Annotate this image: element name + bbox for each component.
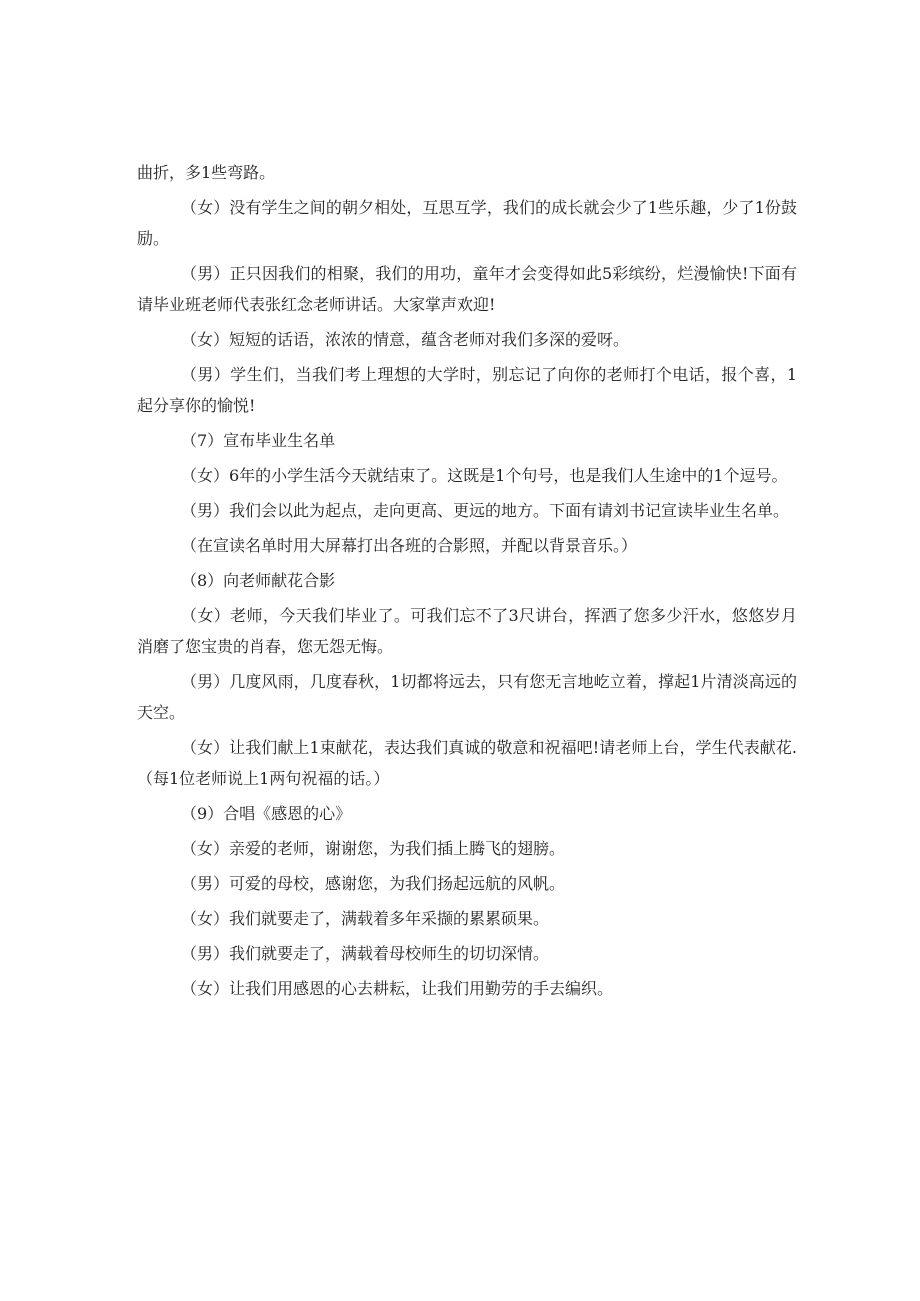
paragraph: （女）让我们献上1束献花，表达我们真诚的敬意和祝福吧!请老师上台，学生代表献花.（每1位老师说上1两句祝福的话。） (137, 738, 797, 788)
paragraph: （男）我们就要走了，满载着母校师生的切切深情。 (181, 944, 550, 963)
paragraph: （男）正只因我们的相聚，我们的用功，童年才会变得如此5彩缤纷，烂漫愉快!下面有请毕业班老师代表张红念老师讲话。大家掌声欢迎! (137, 264, 797, 314)
paragraph: （女）让我们用感恩的心去耕耘，让我们用勤劳的手去编织。 (181, 979, 614, 998)
section-heading: （8）向老师献花合影 (181, 571, 336, 590)
paragraph: （男）我们会以此为起点，走向更高、更远的地方。下面有请刘书记宣读毕业生名单。 (181, 501, 790, 520)
paragraph: （男）几度风雨，几度春秋，1切都将远去，只有您无言地屹立着，撑起1片清淡高远的天空。 (137, 672, 797, 722)
paragraph: （女）没有学生之间的朝夕相处，互思互学，我们的成长就会少了1些乐趣，少了1份鼓励。 (137, 198, 797, 248)
stage-direction: （在宣读名单时用大屏幕打出各班的合影照，并配以背景音乐。） (181, 536, 638, 555)
document-body (137, 157, 797, 1008)
paragraph: （男）学生们，当我们考上理想的大学时，别忘记了向你的老师打个电话，报个喜，1起分享你的愉悦! (137, 365, 797, 415)
paragraph: （女）老师，今天我们毕业了。可我们忘不了3尺讲台，挥洒了您多少汗水，悠悠岁月消磨了您宝贵的肖春，您无怨无悔。 (137, 606, 797, 656)
paragraph: （女）6年的小学生活今天就结束了。这既是1个句号，也是我们人生途中的1个逗号。 (181, 466, 788, 485)
paragraph: （女）亲爱的老师，谢谢您，为我们插上腾飞的翅膀。 (181, 839, 566, 858)
paragraph: （女）短短的话语，浓浓的情意，蕴含老师对我们多深的爱呀。 (181, 330, 630, 349)
paragraph: （女）我们就要走了，满载着多年采撷的累累硕果。 (181, 909, 550, 928)
section-heading: （7）宣布毕业生名单 (181, 431, 336, 450)
paragraph: 曲折，多1些弯路。 (137, 163, 276, 182)
paragraph: （男）可爱的母校，感谢您，为我们扬起远航的风帆。 (181, 874, 566, 893)
section-heading: （9）合唱《感恩的心》 (181, 804, 352, 823)
